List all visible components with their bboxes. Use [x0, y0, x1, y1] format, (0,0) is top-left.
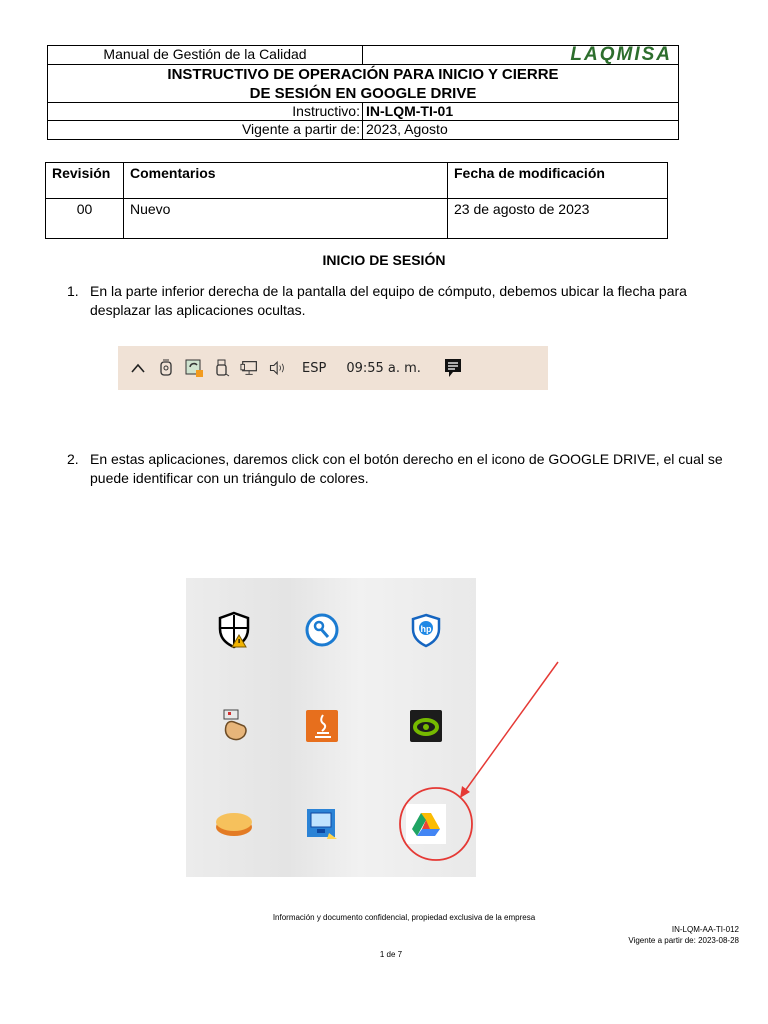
col-header-revision: Revisión — [46, 163, 124, 199]
document-title-line1: INSTRUCTIVO DE OPERACIÓN PARA INICIO Y CIERRE — [167, 65, 559, 83]
usb-drive-icon — [212, 358, 232, 378]
volume-icon — [268, 358, 288, 378]
revision-date: 23 de agosto de 2023 — [448, 199, 668, 239]
touch-hand-icon — [214, 706, 254, 746]
notifications-icon — [443, 358, 463, 378]
annotation-circle — [400, 788, 472, 860]
orange-disc-icon — [214, 804, 254, 844]
col-header-date: Fecha de modificación — [448, 163, 668, 199]
revision-comment: Nuevo — [124, 199, 448, 239]
vigente-value: 2023, Agosto — [366, 121, 448, 137]
java-icon — [302, 706, 342, 746]
table-row — [46, 199, 668, 239]
page-number: 1 de 7 — [379, 950, 403, 959]
section-title: INICIO DE SESIÓN — [322, 252, 446, 268]
svg-text:hp: hp — [420, 624, 432, 634]
language-indicator: ESP — [302, 360, 327, 376]
remote-desktop-icon — [302, 804, 342, 844]
step-number: 1. — [67, 283, 79, 299]
header-row-title — [48, 65, 678, 103]
webcam-icon — [156, 358, 176, 378]
step-2 — [67, 450, 747, 490]
sync-app-icon — [184, 358, 204, 378]
revision-number: 00 — [46, 199, 124, 239]
chevron-up-icon — [128, 358, 148, 378]
instructivo-value: IN-LQM-TI-01 — [366, 103, 454, 119]
vigente-label: Vigente a partir de: — [48, 121, 363, 139]
taskbar-screenshot — [118, 346, 548, 390]
revision-header-row — [46, 163, 668, 199]
manual-title: Manual de Gestión de la Calidad — [48, 46, 363, 64]
step-text: En estas aplicaciones, daremos click con el botón derecho en el icono de GOOGLE DRIVE, el cual se puede identificar con un triángulo de colores. — [90, 451, 723, 486]
step-1 — [67, 282, 747, 322]
header-row-manual — [48, 46, 678, 65]
document-title-line2: DE SESIÓN EN GOOGLE DRIVE — [249, 84, 477, 102]
header-row-instructivo — [48, 103, 678, 121]
company-logo: LAQMISA — [570, 44, 672, 65]
instructivo-label: Instructivo: — [48, 103, 363, 120]
search-key-icon — [302, 610, 342, 650]
windows-security-icon — [214, 610, 254, 650]
document-header — [47, 45, 679, 140]
footer-doc-code: IN-LQM-AA-TI-012 — [671, 925, 739, 934]
step-number: 2. — [67, 451, 79, 467]
network-icon — [240, 358, 260, 378]
step-text: En la parte inferior derecha de la pantalla del equipo de cómputo, debemos ubicar la flecha para desplazar las aplicaciones ocultas. — [90, 283, 687, 318]
footer-doc-vigente: Vigente a partir de: 2023-08-28 — [628, 936, 739, 945]
clock-time: 09:55 a. m. — [346, 360, 421, 376]
footer-confidential: Información y documento confidencial, propiedad exclusiva de la empresa — [272, 913, 536, 922]
header-row-vigente — [48, 121, 678, 139]
annotation-arrowhead — [460, 786, 470, 798]
annotation-overlay — [380, 640, 580, 880]
revision-table — [45, 162, 668, 239]
annotation-arrow — [462, 662, 558, 795]
col-header-comments: Comentarios — [124, 163, 448, 199]
